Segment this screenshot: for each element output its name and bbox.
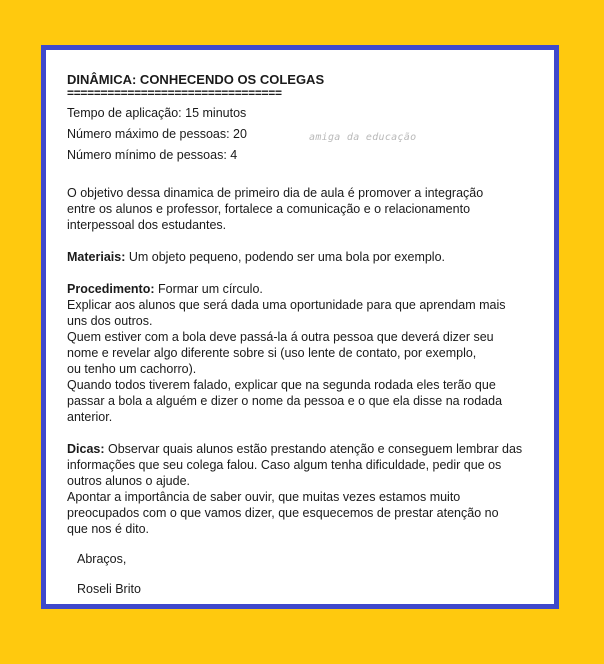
procedure-line: Quem estiver com a bola deve passá-la á outra pessoa que deverá dizer seu xyxy=(67,330,494,344)
procedure-label: Procedimento: xyxy=(67,282,155,296)
tips-first-line: Observar quais alunos estão prestando atenção e conseguem lembrar das xyxy=(104,442,523,456)
tips-line: preocupados com o que vamos dizer, que esquecemos de prestar atenção no xyxy=(67,506,499,520)
procedure-paragraph xyxy=(67,281,547,425)
objective-line: entre os alunos e professor, fortalece a comunicação e o relacionamento xyxy=(67,202,471,216)
tips-line: que nos é dito. xyxy=(67,522,150,536)
materials-label: Materiais: xyxy=(67,250,126,264)
author-name: Roseli Brito xyxy=(77,582,141,596)
meta-duration: Tempo de aplicação: 15 minutos xyxy=(67,106,247,120)
document-title: DINÂMICA: CONHECENDO OS COLEGAS xyxy=(67,72,325,87)
procedure-line: passar a bola a alguém e dizer o nome da pessoa e o que ela disse na rodada xyxy=(67,394,503,408)
procedure-first-line: Formar um círculo. xyxy=(154,282,263,296)
tips-label: Dicas: xyxy=(67,442,105,456)
materials-paragraph xyxy=(67,249,547,265)
materials-text: Um objeto pequeno, podendo ser uma bola por exemplo. xyxy=(125,250,446,264)
title-underline: ================================ xyxy=(67,88,282,99)
objective-line: O objetivo dessa dinamica de primeiro dia de aula é promover a integração xyxy=(67,186,484,200)
procedure-line: uns dos outros. xyxy=(67,314,153,328)
objective-paragraph xyxy=(67,185,547,233)
meta-min-people: Número mínimo de pessoas: 4 xyxy=(67,148,238,162)
tips-line: informações que seu colega falou. Caso algum tenha dificuldade, pedir que os xyxy=(67,458,502,472)
procedure-line: Explicar aos alunos que será dada uma oportunidade para que aprendam mais xyxy=(67,298,506,312)
procedure-line: ou tenho um cachorro). xyxy=(67,362,197,376)
procedure-line: anterior. xyxy=(67,410,113,424)
document-body xyxy=(67,72,547,597)
tips-line: Apontar a importância de saber ouvir, que muitas vezes estamos muito xyxy=(67,490,461,504)
closing-text: Abraços, xyxy=(77,552,127,566)
tips-paragraph xyxy=(67,441,547,537)
tips-line: outros alunos o ajude. xyxy=(67,474,191,488)
document-frame xyxy=(41,45,559,609)
procedure-line: nome e revelar algo diferente sobre si (uso lente de contato, por exemplo, xyxy=(67,346,477,360)
watermark-text: amiga da educação xyxy=(309,132,417,143)
procedure-line: Quando todos tiverem falado, explicar que na segunda rodada eles terão que xyxy=(67,378,496,392)
meta-max-people: Número máximo de pessoas: 20 xyxy=(67,127,247,141)
objective-line: interpessoal dos estudantes. xyxy=(67,218,227,232)
